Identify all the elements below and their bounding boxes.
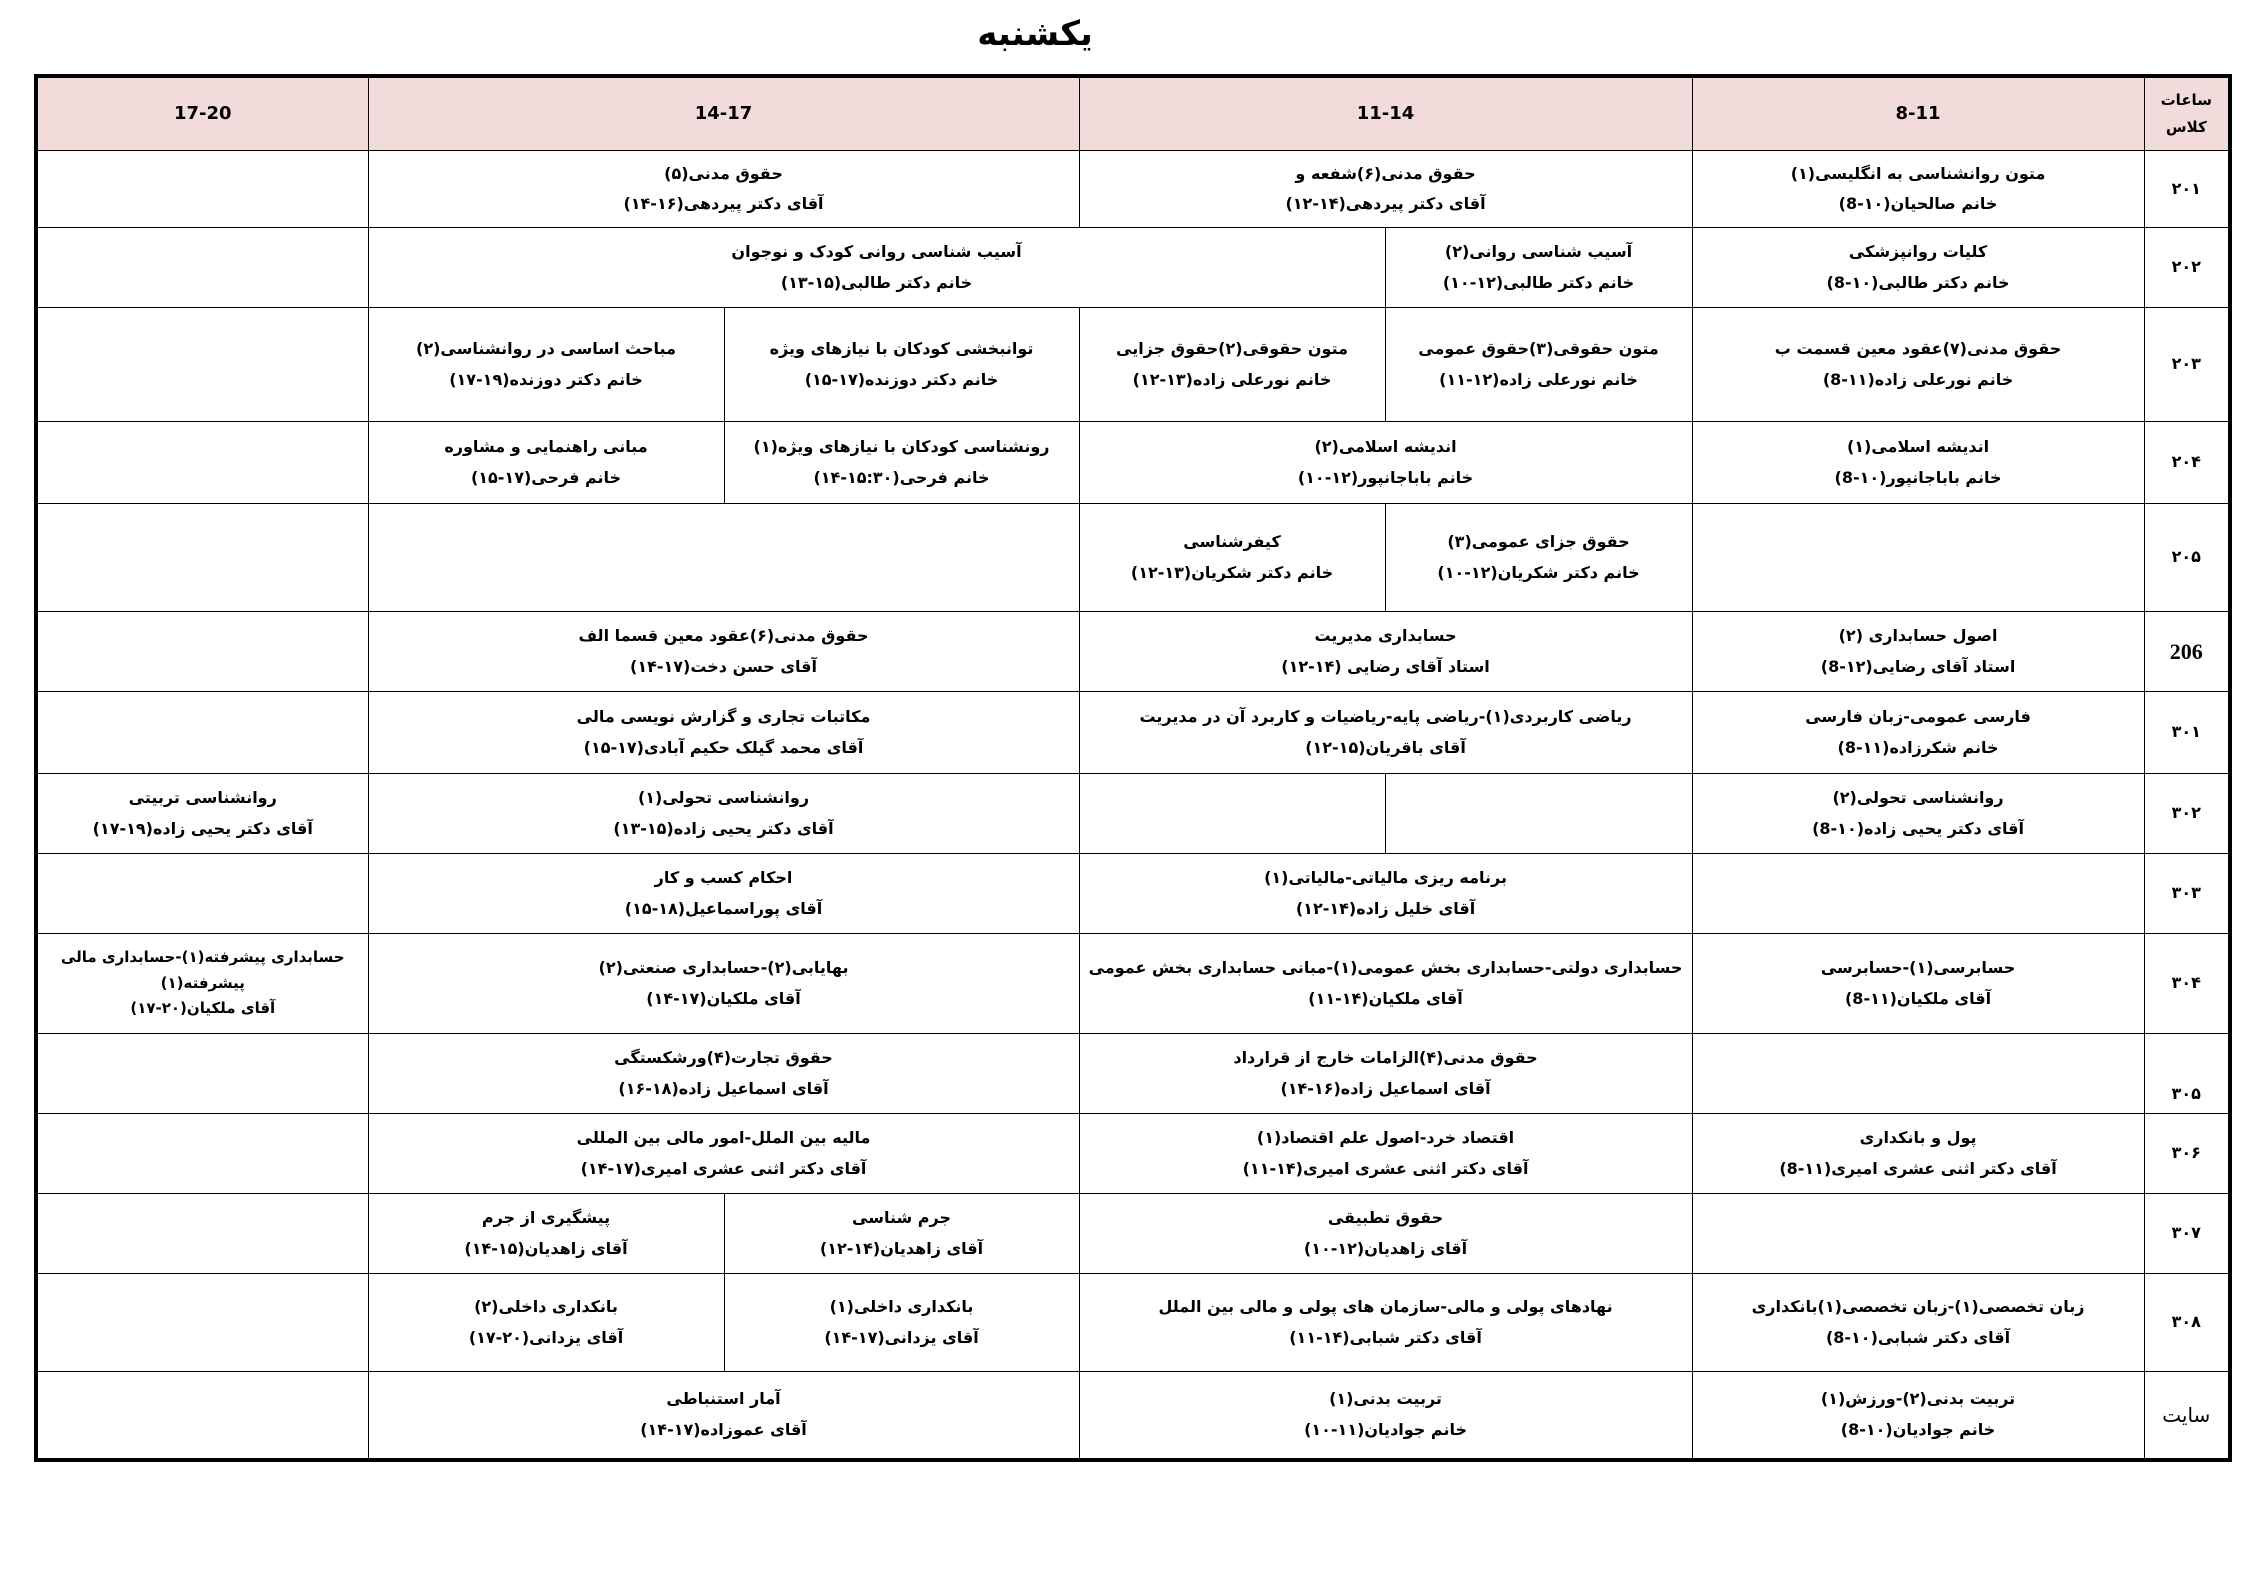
room-label-line2: کلاس [2165,118,2207,136]
empty-cell [1692,854,2144,934]
class-cell [1692,612,2144,692]
room-201: ۲۰۱ [2144,151,2230,228]
instructor-time: آقای زاهدیان(۱۴-۱۲) [819,1238,984,1258]
header-row [36,76,2230,151]
instructor-time: خانم شکرزاده(۱۱-8) [1837,737,1999,757]
instructor-time: آقای ملکیان(۱۴-۱۱) [1308,988,1463,1008]
class-cell [368,1274,724,1372]
course-name: پیشگیری از جرم [481,1208,611,1228]
instructor-time: آقای دکتر پیردهی(۱۶-۱۴) [623,194,824,213]
empty-cell [1692,504,2144,612]
course-name-cont: پیشرفته(۱) [160,973,245,992]
course-name: کیفرشناسی [1183,532,1281,552]
course-name: حقوق مدنی(۴)الزامات خارج از قرارداد [1233,1048,1538,1068]
class-cell [368,934,1079,1034]
empty-cell [1385,774,1692,854]
class-cell [1385,504,1692,612]
room-label-line1: ساعات [2160,91,2212,109]
course-name: رونشناسی کودکان با نیازهای ویژه(۱) [753,437,1050,457]
instructor-time: خانم جوادیان(۱۱-۱۰) [1304,1419,1467,1439]
class-cell [724,1194,1079,1274]
row-303 [36,854,2230,934]
class-cell [368,1114,1079,1194]
empty-cell [36,504,368,612]
course-name: حقوق مدنی(۶)شفعه و [1295,163,1476,183]
course-name: تربیت بدنی(۱) [1329,1389,1442,1409]
course-name: توانبخشی کودکان با نیازهای ویژه [769,339,1034,359]
class-cell [724,308,1079,422]
instructor-time: آقای ملکیان(۱۱-8) [1844,988,1992,1008]
instructor-time: خانم دکتر طالبی(۱۲-۱۰) [1442,272,1635,292]
course-name: بانکداری داخلی(۱) [829,1297,974,1317]
empty-cell [36,1194,368,1274]
class-cell [368,692,1079,774]
course-name: نهادهای پولی و مالی-سازمان های پولی و مالی بین الملل [1158,1297,1613,1317]
class-cell [1079,504,1385,612]
empty-cell [36,228,368,308]
instructor-time: آقای اسماعیل زاده(۱۶-۱۴) [1280,1078,1491,1098]
course-name: حقوق مدنی(۵) [664,163,783,183]
class-cell [368,308,724,422]
course-name: روانشناسی تربیتی [128,788,277,808]
header-slot-11-14: 11-14 [1079,76,1692,151]
row-301 [36,692,2230,774]
course-name: مکاتبات تجاری و گزارش نویسی مالی [576,707,871,727]
class-cell [1079,612,1692,692]
header-slot-14-17: 14-17 [368,76,1079,151]
course-name: حسابداری مدیریت [1314,626,1457,646]
class-cell [1385,228,1692,308]
room-305: ۳۰۵ [2144,1034,2230,1114]
instructor-time: آقای دکتر شبابی(۱۰-8) [1825,1327,2011,1347]
course-name: مالیه بین الملل-امور مالی بین المللی [576,1128,871,1148]
course-name: حسابرسی(۱)-حسابرسی [1820,958,2016,978]
course-name: متون روانشناسی به انگلیسی(۱) [1790,163,2046,183]
room-308: ۳۰۸ [2144,1274,2230,1372]
row-205 [36,504,2230,612]
room-306: ۳۰۶ [2144,1114,2230,1194]
course-name: برنامه ریزی مالیاتی-مالیاتی(۱) [1264,868,1507,888]
empty-cell [36,612,368,692]
row-site [36,1372,2230,1460]
empty-cell [36,308,368,422]
course-name: جرم شناسی [852,1208,951,1228]
course-name: حقوق مدنی(۶)عقود معین قسما الف [578,626,869,646]
course-name: آمار استنباطی [666,1389,781,1409]
course-name: حقوق تطبیقی [1327,1208,1444,1228]
row-305 [36,1034,2230,1114]
instructor-time: آقای یزدانی(۲۰-۱۷) [468,1327,624,1347]
class-cell [36,934,368,1034]
empty-cell [36,692,368,774]
instructor-time: آقای دکتر یحیی زاده(۱۹-۱۷) [92,818,313,838]
class-cell [1692,1274,2144,1372]
instructor-time: آقای زاهدیان(۱۲-۱۰) [1303,1238,1468,1258]
header-slot-17-20: 17-20 [36,76,368,151]
course-name: روانشناسی تحولی(۱) [637,788,810,808]
class-cell [1079,422,1692,504]
course-name: اصول حسابداری (۲) [1838,626,1998,646]
instructor-time: آقای زاهدیان(۱۵-۱۴) [464,1238,628,1258]
row-307 [36,1194,2230,1274]
course-name: فارسی عمومی-زبان فارسی [1805,707,2031,727]
class-cell [368,1034,1079,1114]
empty-cell [36,151,368,228]
row-204 [36,422,2230,504]
room-site: سایت [2144,1372,2230,1460]
class-cell [368,1372,1079,1460]
class-cell [368,854,1079,934]
instructor-time: خانم جوادیان(۱۰-8) [1840,1419,1996,1439]
class-cell [36,774,368,854]
course-name: آسیب شناسی روانی(۲) [1444,242,1633,262]
header-room-label [2144,76,2230,151]
class-cell [1692,934,2144,1034]
empty-cell [36,1274,368,1372]
instructor-time: خانم فرحی(۱۵:۳۰-۱۴) [813,467,990,487]
room-204: ۲۰۴ [2144,422,2230,504]
class-cell [1692,1114,2144,1194]
room-205: ۲۰۵ [2144,504,2230,612]
class-cell [1079,1034,1692,1114]
class-cell [1692,692,2144,774]
instructor-time: خانم دکتر شکریان(۱۳-۱۲) [1130,562,1334,582]
instructor-time: آقای اسماعیل زاده(۱۸-۱۶) [618,1078,829,1098]
instructor-time: استاد آقای رضایی (۱۴-۱۲) [1281,656,1490,676]
row-304 [36,934,2230,1034]
empty-cell [36,422,368,504]
instructor-time: آقای خلیل زاده(۱۴-۱۲) [1295,898,1476,918]
instructor-time: خانم دکتر طالبی(۱۰-8) [1826,272,2010,292]
room-307: ۳۰۷ [2144,1194,2230,1274]
row-202 [36,228,2230,308]
row-203 [36,308,2230,422]
instructor-time: خانم نورعلی زاده(۱۳-۱۲) [1132,369,1332,389]
instructor-time: آقای حسن دخت(۱۷-۱۴) [630,656,817,676]
course-name: مبانی راهنمایی و مشاوره [444,437,648,457]
class-cell [1079,1274,1692,1372]
class-cell [1079,934,1692,1034]
course-name: احکام کسب و کار [654,868,793,888]
course-name: اندیشه اسلامی(۱) [1846,437,1990,457]
instructor-time: آقای دکتر اثنی عشری امیری(۱۱-8) [1779,1158,2057,1178]
course-name: پول و بانکداری [1859,1128,1977,1148]
instructor-time: خانم دکتر طالبی(۱۵-۱۳) [780,272,973,292]
row-206 [36,612,2230,692]
room-301: ۳۰۱ [2144,692,2230,774]
room-303: ۳۰۳ [2144,854,2230,934]
class-cell [368,422,724,504]
empty-cell [36,1034,368,1114]
instructor-time: آقای دکتر اثنی عشری امیری(۱۴-۱۱) [1242,1158,1529,1178]
course-name: بانکداری داخلی(۲) [474,1297,618,1317]
instructor-time: آقای ملکیان(۲۰-۱۷) [130,999,276,1018]
instructor-time: خانم باباجانپور(۱۰-8) [1834,467,2002,487]
row-302 [36,774,2230,854]
class-cell [368,1194,724,1274]
room-202: ۲۰۲ [2144,228,2230,308]
empty-cell [368,504,1079,612]
room-206: 206 [2144,612,2230,692]
empty-cell [36,1114,368,1194]
course-name: حقوق جزای عمومی(۳) [1447,532,1630,552]
course-name: بهایابی(۲)-حسابداری صنعتی(۲) [598,958,849,978]
empty-cell [36,854,368,934]
class-cell [1079,1194,1692,1274]
instructor-time: آقای دکتر پیردهی(۱۴-۱۲) [1285,194,1486,213]
class-cell [724,1274,1079,1372]
course-name: آسیب شناسی روانی کودک و نوجوان [731,242,1022,262]
header-slot-8-11: 8-11 [1692,76,2144,151]
class-cell [1692,1372,2144,1460]
course-name: اندیشه اسلامی(۲) [1314,437,1457,457]
class-cell [1079,1114,1692,1194]
page-title: یکشنبه [977,14,1093,54]
class-cell [1692,151,2144,228]
instructor-time: آقای یزدانی(۱۷-۱۴) [824,1327,979,1347]
course-name: حسابداری دولتی-حسابداری بخش عمومی(۱)-مبانی حسابداری بخش عمومی [1088,958,1683,978]
instructor-time: استاد آقای رضایی(۱۲-8) [1820,656,2016,676]
instructor-time: آقای باقریان(۱۵-۱۲) [1305,737,1466,757]
course-name: اقتصاد خرد-اصول علم اقتصاد(۱) [1256,1128,1515,1148]
class-cell [1079,308,1385,422]
empty-cell [1079,774,1385,854]
class-cell [368,612,1079,692]
instructor-time: آقای محمد گیلک حکیم آبادی(۱۷-۱۵) [583,737,864,757]
empty-cell [36,1372,368,1460]
class-cell [368,228,1385,308]
room-304: ۳۰۴ [2144,934,2230,1034]
class-cell [1079,151,1692,228]
instructor-time: آقای ملکیان(۱۷-۱۴) [646,988,801,1008]
empty-cell [1692,1194,2144,1274]
class-cell [1692,422,2144,504]
instructor-time: آقای دکتر یحیی زاده(۱۵-۱۳) [613,818,834,838]
class-cell [1079,692,1692,774]
course-name: روانشناسی تحولی(۲) [1832,788,2004,808]
instructor-time: خانم نورعلی زاده(۱۱-8) [1822,369,2014,389]
row-308 [36,1274,2230,1372]
instructor-time: خانم دکتر دوزنده(۱۹-۱۷) [449,369,643,389]
class-cell [724,422,1079,504]
instructor-time: آقای پوراسماعیل(۱۸-۱۵) [624,898,823,918]
instructor-time: آقای دکتر یحیی زاده(۱۰-8) [1812,818,2024,838]
row-306 [36,1114,2230,1194]
instructor-time: آقای عموزاده(۱۷-۱۴) [640,1419,807,1439]
schedule-table [34,74,2232,1462]
course-name: حقوق تجارت(۴)ورشکستگی [614,1048,833,1068]
class-cell [1079,854,1692,934]
instructor-time: آقای دکتر اثنی عشری امیری(۱۷-۱۴) [580,1158,867,1178]
course-name: کلیات روانپزشکی [1848,242,1988,262]
class-cell [1692,228,2144,308]
class-cell [368,774,1079,854]
course-name: متون حقوقی(۲)حقوق جزایی [1116,339,1348,359]
course-name: حسابداری پیشرفته(۱)-حسابداری مالی [60,948,345,967]
course-name: حقوق مدنی(۷)عقود معین قسمت ب [1774,339,2062,359]
instructor-time: خانم دکتر دوزنده(۱۷-۱۵) [804,369,999,389]
room-203: ۲۰۳ [2144,308,2230,422]
instructor-time: آقای دکتر شبابی(۱۴-۱۱) [1289,1327,1482,1347]
course-name: زبان تخصصی(۱)-زبان تخصصی(۱)بانکداری [1751,1297,2085,1317]
instructor-time: خانم فرحی(۱۷-۱۵) [470,467,622,487]
course-name: تربیت بدنی(۲)-ورزش(۱) [1820,1389,2016,1409]
class-cell [1079,1372,1692,1460]
course-name: مباحث اساسی در روانشناسی(۲) [416,339,676,359]
class-cell [368,151,1079,228]
course-name: متون حقوقی(۳)حقوق عمومی [1418,339,1659,359]
row-201 [36,151,2230,228]
instructor-time: خانم دکتر شکریان(۱۲-۱۰) [1437,562,1640,582]
empty-cell [1692,1034,2144,1114]
instructor-time: خانم صالحیان(۱۰-8) [1838,194,1998,213]
class-cell [1692,308,2144,422]
class-cell [1385,308,1692,422]
course-name: ریاضی کاربردی(۱)-ریاضی پایه-ریاضیات و کاربرد آن در مدیریت [1139,707,1632,727]
instructor-time: خانم باباجانپور(۱۲-۱۰) [1297,467,1474,487]
class-cell [1692,774,2144,854]
instructor-time: خانم نورعلی زاده(۱۲-۱۱) [1439,369,1638,389]
room-302: ۳۰۲ [2144,774,2230,854]
